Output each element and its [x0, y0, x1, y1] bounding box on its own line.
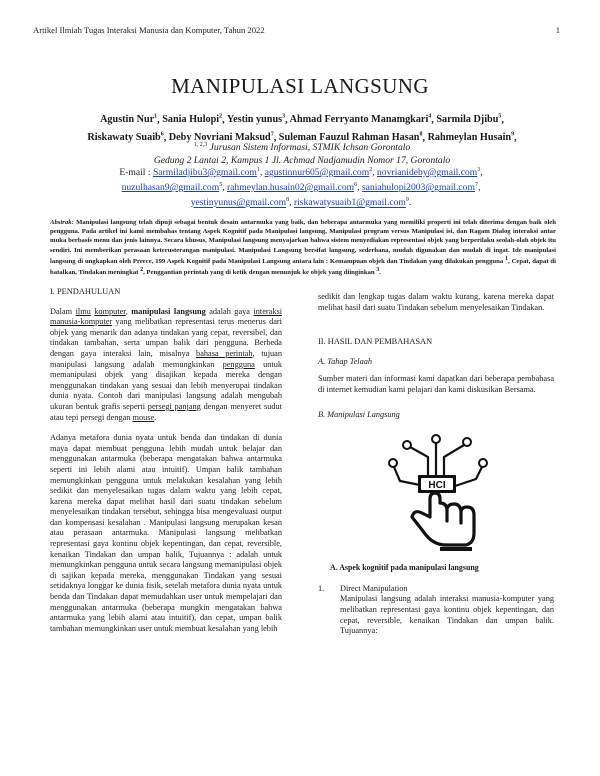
author: Sania Hulopi$^2$ [162, 114, 223, 126]
section-heading: II. HASIL DAN PEMBAHASAN [318, 337, 433, 347]
author: Sarmila Djibu$^5$ [436, 114, 502, 126]
list-text: Manipulasi langsung adalah interaksi manusia-komputer yang melibatkan representasi gaya kontinu objek kepentingan, dan cepat, reversible, kenaikan Tindakan dan umpan balik. Tujuannya: [340, 594, 554, 636]
running-header [33, 25, 560, 35]
list-item [318, 584, 554, 637]
affiliation [56, 139, 548, 167]
abstract-label: Abstrak [50, 219, 72, 226]
email-link[interactable]: novrianideby@gmail.com [377, 167, 478, 179]
wiki-link[interactable]: interaksi manusia-komputer [50, 306, 283, 327]
author: Suleman Fauzul Rahman Hasan$^8$ [278, 131, 423, 144]
email-link[interactable]: agustinnur605@gmail.com [264, 167, 370, 179]
wiki-link[interactable]: mouse [132, 412, 155, 422]
right-column [318, 292, 554, 637]
list-title: Direct Manipulation [340, 583, 408, 593]
abstract: Abstrak: Manipulasi langsung telah dipuji sebagai bentuk desain antarmuka yang baik, dan beberapa antarmuka yang memiliki properti ini telah diterima dengan baik oleh pengguna. Pada artikel ini kami membahas tentang Aspek Kognitif pada Manipulasi langsung, Manipulasi program versus Manipulasi isi, dan Ragam Dialog interaksi antar muka berbasis menu dan jenis lainnya. Secara khusus, Manipulasi langsung menyajarkan bahwa sistem menyediakan representasi objek yang berperilaku seolah-olah objek itu sendiri. Ini memberikan perasaan keterusterangan manipulasi. Manipulasi Langsung bersifat langsung, sederhana, mudah digunakan dan mudah di ingat. Ide manipulasi langsung di ungkapkan oleh Preece, 199 Aspek Kognitif pada Manipulasi Langsung antara lain : Kemampuan objek dan Tindakan yang dilakukan pengguna $^1$, Cepat, dapat di batalkan, Tindakan meningkat $^2$, Penggantian perintah yang di ketik dengan menunjuk ke objek yang diinginkan $^3$. [50, 219, 556, 277]
paragraph: Adanya metafora dunia nyata untuk benda dan tindakan di dunia maya dapat membuat pengguna lebih mudah untuk belajar dan menggunakan antarmuka (beberapa mengatakan bahwa antarmuka seperti ini lebih alami atau intuitif). Umpan balik tambahan memungkinkan pengguna untuk melakukan kesalahan yang lebih sedikit dan menyelesaikan tugas dalam waktu yang lebih cepat, karena mereka dapat melihat hasil dari suatu tindakan sebelum menyelesaikan tindakan tersebut, sehingga bisa mengevaluasi output dan kompensasi kesalahan . Manipulasi langsung merupakan kesan atau perasaan antarmuka. Manipulasi langsung melibatkan representasi gaya kontinu objek kepentingan, dan cepat, reversible, kenaikan Tindakan dan umpan balik, Tujuannya : adalah untuk memungkinkan pengguna untuk secara langsung memanipulasi objek di sajikan kepada mereka, menggunakan Tindakan yang sesuai setidaknya longgar ke dunia fisik, setelah metafora dunia nyata untuk benda dan Tindakan dapat memudahkan user untuk mempelajari dan menggunakan antarmuka (beberapa mungkin mengatakan bahwa antarmuka yang lebih alami atau intuitif), dan cepat, umpan balik tambahan memungkinkan user untuk membuat kesalahan yang lebih [50, 433, 282, 633]
paragraph: sedikit dan lengkap tugas dalam waktu kurang, karena mereka dapat melihat hasil dari suatu Tindakan sebelum menyelesaikan Tindakan. [318, 292, 554, 312]
author: Riskawaty Suaib$^6$ [87, 131, 164, 144]
author: Ahmad Ferryanto Manamgkari$^4$ [289, 114, 432, 126]
author-list: Agustin Nur$^1$, Sania Hulopi$^2$, Yestin yunus$^3$, Ahmad Ferryanto Manamgkari$^4$, Sarmila Djibu$^5$, Riskawaty Suaib$^6$, Deby Novriani Maksud$^7$, Suleman Fauzul Rahman Hasan$^8$, Rahmeylan Husain$^9$, [87, 114, 517, 144]
subsection-heading: B. Manipulasi Langsung [318, 409, 400, 419]
wiki-link[interactable]: komputer [94, 306, 126, 316]
paragraph: Sumber materi dan informasi kami dapatkan dari beberapa pembahasa di internet kemudian kami pelajari dan kami diskusikan Bersama. [318, 374, 554, 394]
email-link[interactable]: yestinyunus@gmail.com [190, 197, 287, 209]
affiliation-address: Gedung 2 Lantai 2, Kampus 1 Jl. Achmad Nadjamudin Nomor 17, Gorontalo [153, 155, 451, 167]
author: Deby Novriani Maksud$^7$ [168, 131, 274, 144]
abstract-text: Manipulasi langsung telah dipuji sebagai bentuk desain antarmuka yang baik, dan beberapa antarmuka yang memiliki properti ini telah diterima dengan baik oleh pengguna. Pada artikel ini kami membahas tentang Aspek Kognitif pada Manipulasi langsung, Manipulasi program versus Manipulasi isi, dan Ragam Dialog interaksi antar muka berbasis menu dan jenis lainnya. Secara khusus, Manipulasi langsung menyajarkan bahwa sistem menyediakan representasi objek yang berperilaku seolah-olah objek itu sendiri. Ini memberikan perasaan keterusterangan manipulasi. Manipulasi Langsung bersifat langsung, sederhana, mudah digunakan dan mudah di ingat. Ide manipulasi langsung di ungkapkan oleh Preece, 199 Aspek Kognitif pada Manipulasi Langsung antara lain : Kemampuan objek dan Tindakan yang dilakukan pengguna [50, 219, 556, 266]
affiliation-sup: 1, 2,3 [193, 142, 208, 148]
hci-hand-figure [384, 427, 494, 551]
author: Rahmeylan Husain$^9$ [427, 131, 515, 144]
section-heading: I. PENDAHULUAN [50, 287, 121, 296]
wiki-link[interactable]: pengguna [222, 359, 255, 369]
page-number: 1 [555, 25, 560, 35]
figure-label: HCI [428, 480, 446, 492]
email-link[interactable]: nuzulhasan9@gmail.com [121, 182, 220, 194]
email-list: E-mail : Sarmiladjibu3@gmail.com$^1$, agustinnur605@gmail.com$^2$, novrianideby@gmail.com$^3$, nuzulhasan9@gmail.com$^5$, rahmeylan.husain02@gmail.com$^6$, saniahulopi2003@gmail.com$^7$, yestinyunus@gmail.com$^8$, riskawatysuaib1@gmail.com$^9$. [119, 167, 483, 209]
email-link[interactable]: riskawatysuaib1@gmail.com [293, 197, 406, 209]
author: Agustin Nur$^1$ [100, 114, 158, 126]
paper-title: MANIPULASI LANGSUNG [171, 74, 429, 98]
hand-touch-icon [384, 427, 494, 551]
affiliation-department: Jurusan Sistem Informasi, STMIK Ichsan Gorontalo [209, 142, 411, 154]
email-link[interactable]: saniahulopi2003@gmail.com [361, 182, 475, 194]
email-label: E-mail : [119, 167, 151, 179]
paragraph: Dalam ilmu komputer, manipulasi langsung adalah gaya interaksi manusia-komputer yang melibatkan representasi terus menerus dari objek yang menarik dan adanya tindakan yang cepat, reversibel, dan tindakan tambahan, serta umpan balik dari pengguna. Berbeda dengan gaya interaksi lain, misalnya bahasa perintah, tujuan manipulasi langsung adalah memungkinkan pengguna untuk memanipulasi objek yang disajikan kepada mereka dengan menggunakan tindakan yang sesuai dan lebih menyerupai tindakan dunia nyata. Contoh dari manipulasi langsung adalah mengubah ukuran bentuk grafis seperti persegi panjang dengan menyeret sudut atau tepi persegi dengan mouse. [50, 306, 283, 422]
email-link[interactable]: rahmeylan.husain02@gmail.com [226, 182, 355, 194]
wiki-link[interactable]: bahasa perintah [196, 348, 253, 358]
journal-name: Artikel Ilmiah Tugas Interaksi Manusia dan Komputer, Tahun 2022 [33, 25, 265, 35]
wiki-link[interactable]: persegi panjang [147, 401, 201, 411]
wiki-link[interactable]: ilmu [75, 306, 91, 316]
author: Yestin yunus$^3$ [226, 114, 286, 126]
list-number: 1. [318, 583, 325, 593]
email-link[interactable]: Sarmiladjibu3@gmail.com [152, 167, 257, 179]
left-column [50, 287, 282, 644]
figure-caption: A. Aspek kognitif pada manipulasi langsung [330, 563, 479, 573]
subsection-heading: A. Tahap Telaah [318, 356, 373, 366]
